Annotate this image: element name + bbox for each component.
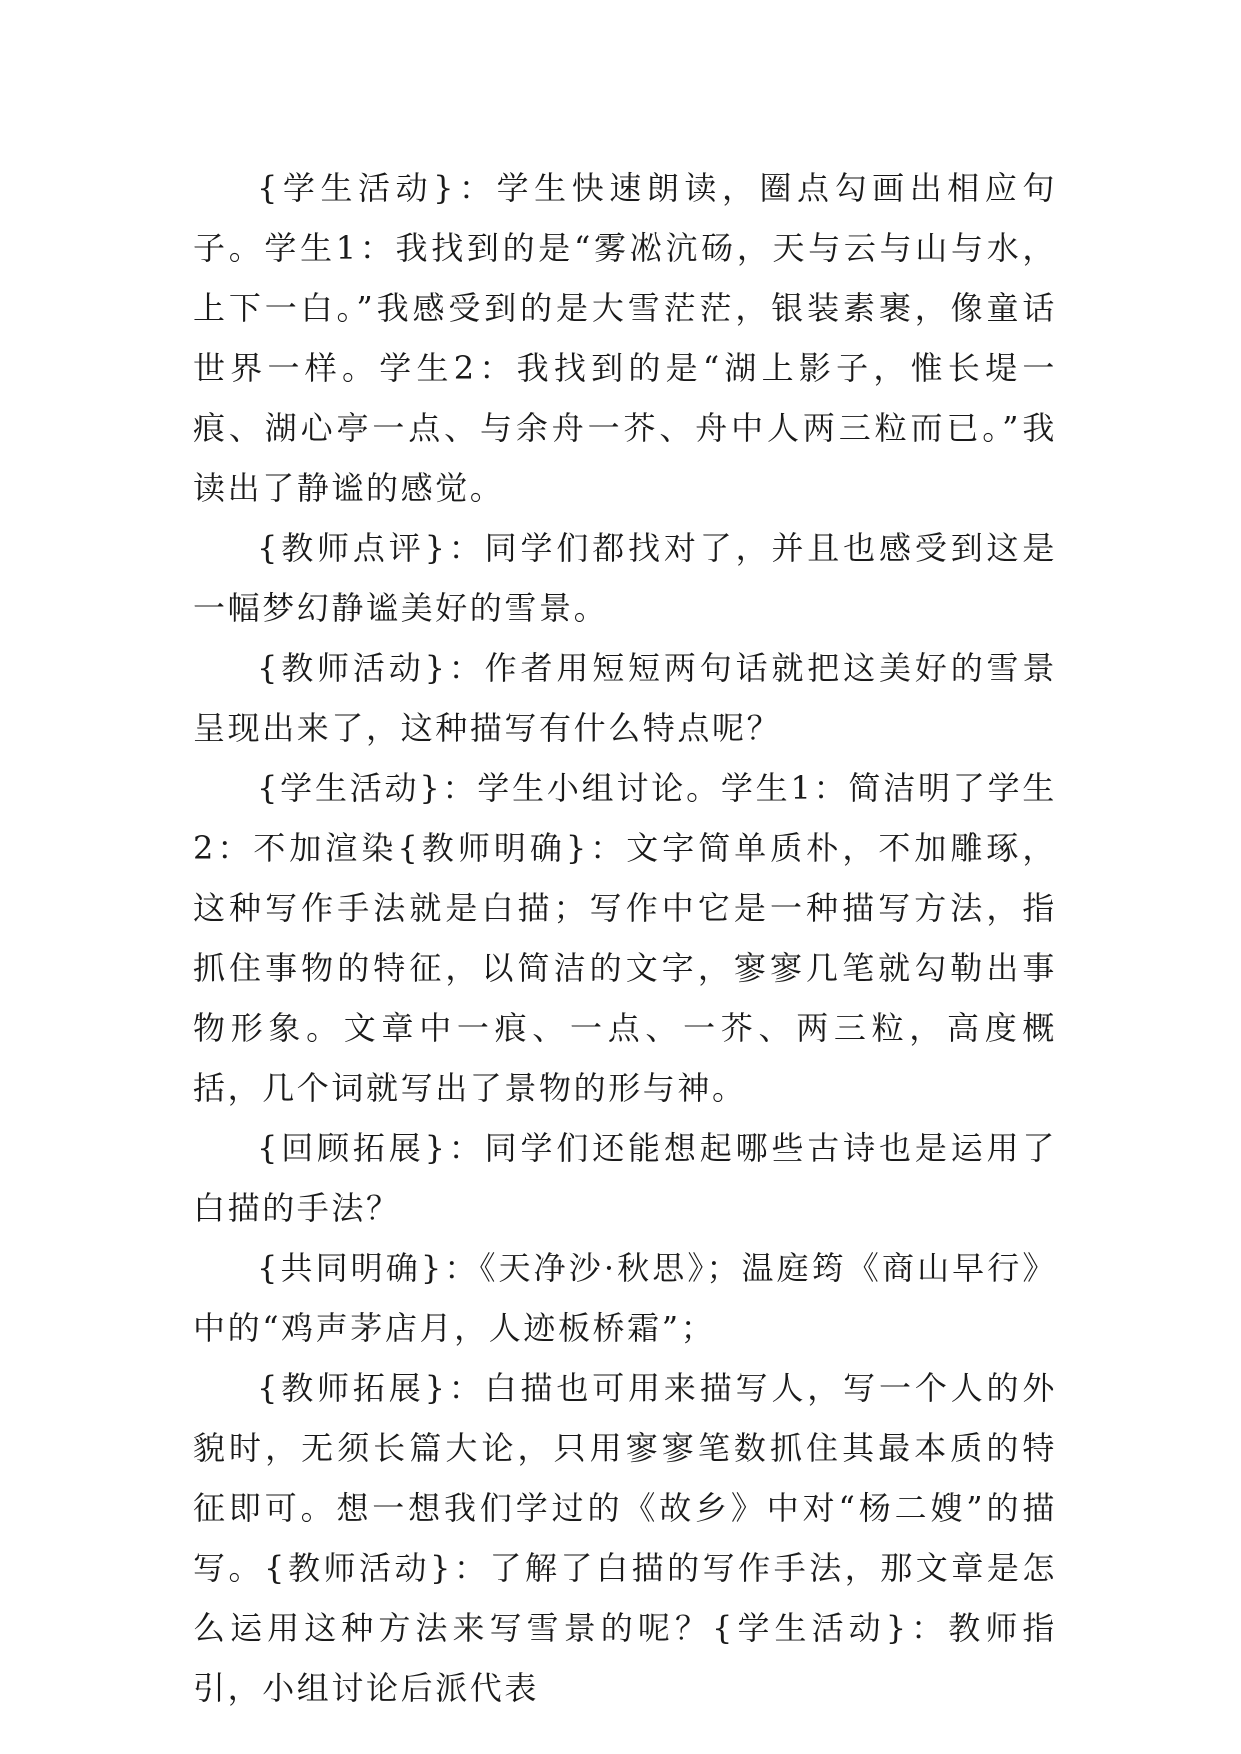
- paragraph-teacher-activity-1: {教师活动}：作者用短短两句话就把这美好的雪景呈现出来了，这种描写有什么特点呢？: [193, 649, 1057, 747]
- paragraph-student-activity-1: {学生活动}：学生快速朗读，圈点勾画出相应句子。学生1：我找到的是“雾凇沆砀，天与云与山与水，上下一白。”我感受到的是大雪茫茫，银装素裹，像童话世界一样。学生2：我找到的是“湖上影子，惟长堤一痕、湖心亭一点、与余舟一芥、舟中人两三粒而已。”我读出了静谧的感觉。: [193, 169, 1057, 507]
- paragraph-student-activity-2: {学生活动}：学生小组讨论。学生1：简洁明了学生2：不加渲染{教师明确}：文字简单质朴，不加雕琢，这种写作手法就是白描；写作中它是一种描写方法，指抓住事物的特征，以简洁的文字，寥寥几笔就勾勒出事物形象。文章中一痕、一点、一芥、两三粒，高度概括，几个词就写出了景物的形与神。: [193, 769, 1057, 1107]
- paragraph-teacher-extension: {教师拓展}：白描也可用来描写人，写一个人的外貌时，无须长篇大论，只用寥寥笔数抓住其最本质的特征即可。想一想我们学过的《故乡》中对“杨二嫂”的描写。{教师活动}：了解了白描的写作手法，那文章是怎么运用这种方法来写雪景的呢？{学生活动}：教师指引，小组讨论后派代表: [193, 1369, 1057, 1707]
- document-body: [193, 158, 1057, 1718]
- paragraph-review-extension: {回顾拓展}：同学们还能想起哪些古诗也是运用了白描的手法？: [193, 1129, 1057, 1227]
- paragraph-teacher-comment: {教师点评}：同学们都找对了，并且也感受到这是一幅梦幻静谧美好的雪景。: [193, 529, 1057, 627]
- paragraph-shared-clarification: {共同明确}：《天净沙·秋思》；温庭筠《商山早行》中的“鸡声茅店月，人迹板桥霜”；: [193, 1249, 1057, 1347]
